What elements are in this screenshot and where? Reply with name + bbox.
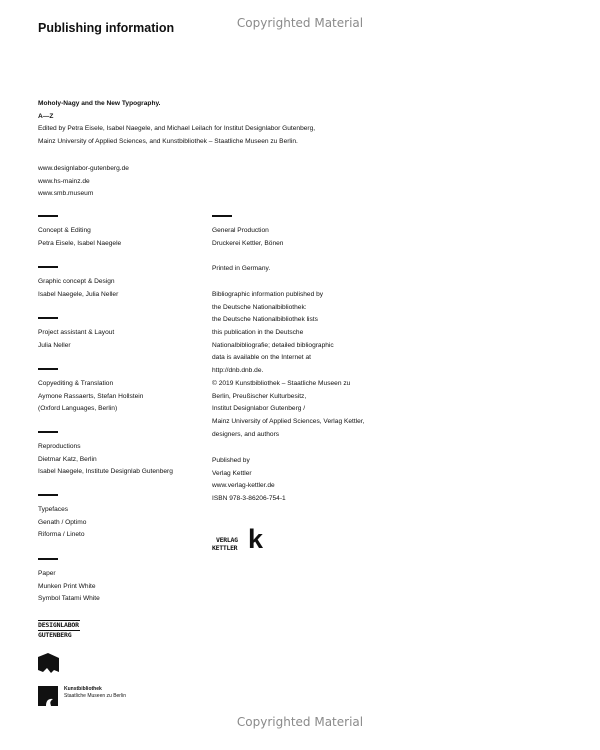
biblio-line: Institut Designlabor Gutenberg / [212,405,306,413]
section-value: Julia Neller [38,341,71,349]
publisher-line: Published by [212,457,250,464]
biblio-line: Nationalbibliografie; detailed bibliographic [212,341,334,349]
biblio-line: the Deutsche Nationalbibliothek lists [212,316,318,324]
divider-dash [38,558,58,560]
biblio-line: the Deutsche Nationalbibliothek: [212,303,307,311]
biblio-line: Mainz University of Applied Sciences, Verlag Kettler, [212,417,365,425]
designlabor-line-1: DESIGNLABOR [38,621,79,629]
section-value: Riforma / Lineto [38,531,85,539]
section-label: General Production [212,227,269,234]
section-value: Isabel Naegele, Institute Designlab Gutenberg [38,468,173,476]
editors-line-2: Mainz University of Applied Sciences, and Kunstbibliothek – Staatliche Museen zu Berlin. [38,138,298,146]
section-label: Copyediting & Translation [38,380,114,387]
section-label: Project assistant & Layout [38,329,115,336]
credit-section [38,327,114,352]
kettler-line-2: KETTLER [212,544,238,552]
printed-note: Printed in Germany. [212,265,271,273]
section-value: Aymone Rassaerts, Stefan Hollstein [38,392,144,400]
section-value: Druckerei Kettler, Bönen [212,239,284,247]
links-block [38,163,129,201]
section-value: Dietmar Katz, Berlin [38,455,97,463]
section-label: Paper [38,570,56,577]
kunstbibliothek-name: Kunstbibliothek [64,686,102,692]
credit-section [38,378,143,416]
section-label: Reproductions [38,443,81,450]
biblio-line: Berlin, Preußischer Kulturbesitz, [212,392,307,400]
watermark-top: Copyrighted Material [236,16,364,30]
biblio-line: data is available on the Internet at [212,354,311,362]
kunstbibliothek-wordmark [64,686,126,700]
designlabor-mark-icon [38,653,60,673]
section-label: Concept & Editing [38,227,91,234]
link: www.hs-mainz.de [38,177,90,185]
section-label: Graphic concept & Design [38,278,115,285]
divider-dash [38,317,58,319]
intro-block [38,98,315,149]
kettler-line-1: VERLAG [216,536,238,544]
credit-section [38,441,173,479]
credit-section [38,504,86,542]
production-block [212,225,283,288]
credit-section [38,568,100,606]
biblio-line: http://dnb.dnb.de. [212,367,264,375]
page-title: Publishing information [38,21,175,35]
divider-dash [38,368,58,370]
divider-dash [212,215,232,217]
bibliographic-info [212,289,364,441]
kunstbibliothek-logo-icon [38,686,58,706]
publisher-line: www.verlag-kettler.de [212,482,275,490]
section-value: Symbol Tatami White [38,595,100,603]
publisher-line: ISBN 978-3-86206-754-1 [212,495,286,503]
divider-dash [38,215,58,217]
section-value: Genath / Optimo [38,518,87,526]
biblio-line: © 2019 Kunstbibliothek – Staatliche Museen zu [212,379,351,387]
designlabor-gutenberg-logo [38,620,80,640]
divider-dash [38,266,58,268]
kettler-k-mark: k [248,524,264,554]
credit-section [38,225,121,250]
biblio-line: designers, and authors [212,430,280,438]
section-value: Munken Print White [38,582,96,590]
link: www.smb.museum [38,190,94,198]
watermark-bottom: Copyrighted Material [236,715,364,729]
kettler-wordmark [212,536,238,552]
book-title: Moholy-Nagy and the New Typography. [38,100,161,107]
designlabor-line-2: GUTENBERG [38,631,72,639]
divider-dash [38,431,58,433]
link: www.designlabor-gutenberg.de [38,165,129,172]
section-value: Petra Eisele, Isabel Naegele [38,239,122,247]
biblio-line: this publication in the Deutsche [212,329,304,337]
publisher-block [212,455,286,506]
publisher-line: Verlag Kettler [212,469,252,477]
editors-line-1: Edited by Petra Eisele, Isabel Naegele, and Michael Leilach for Institut Designlabor Gutenberg, [38,125,316,133]
section-value: Isabel Naegele, Julia Neller [38,290,119,298]
kunstbibliothek-subname: Staatliche Museen zu Berlin [64,693,126,699]
section-value: (Oxford Languages, Berlin) [38,405,118,413]
biblio-line: Bibliographic information published by [212,291,324,298]
credit-section [38,276,118,301]
book-subtitle: A—Z [38,112,54,120]
divider-dash [38,494,58,496]
section-label: Typefaces [38,506,69,513]
